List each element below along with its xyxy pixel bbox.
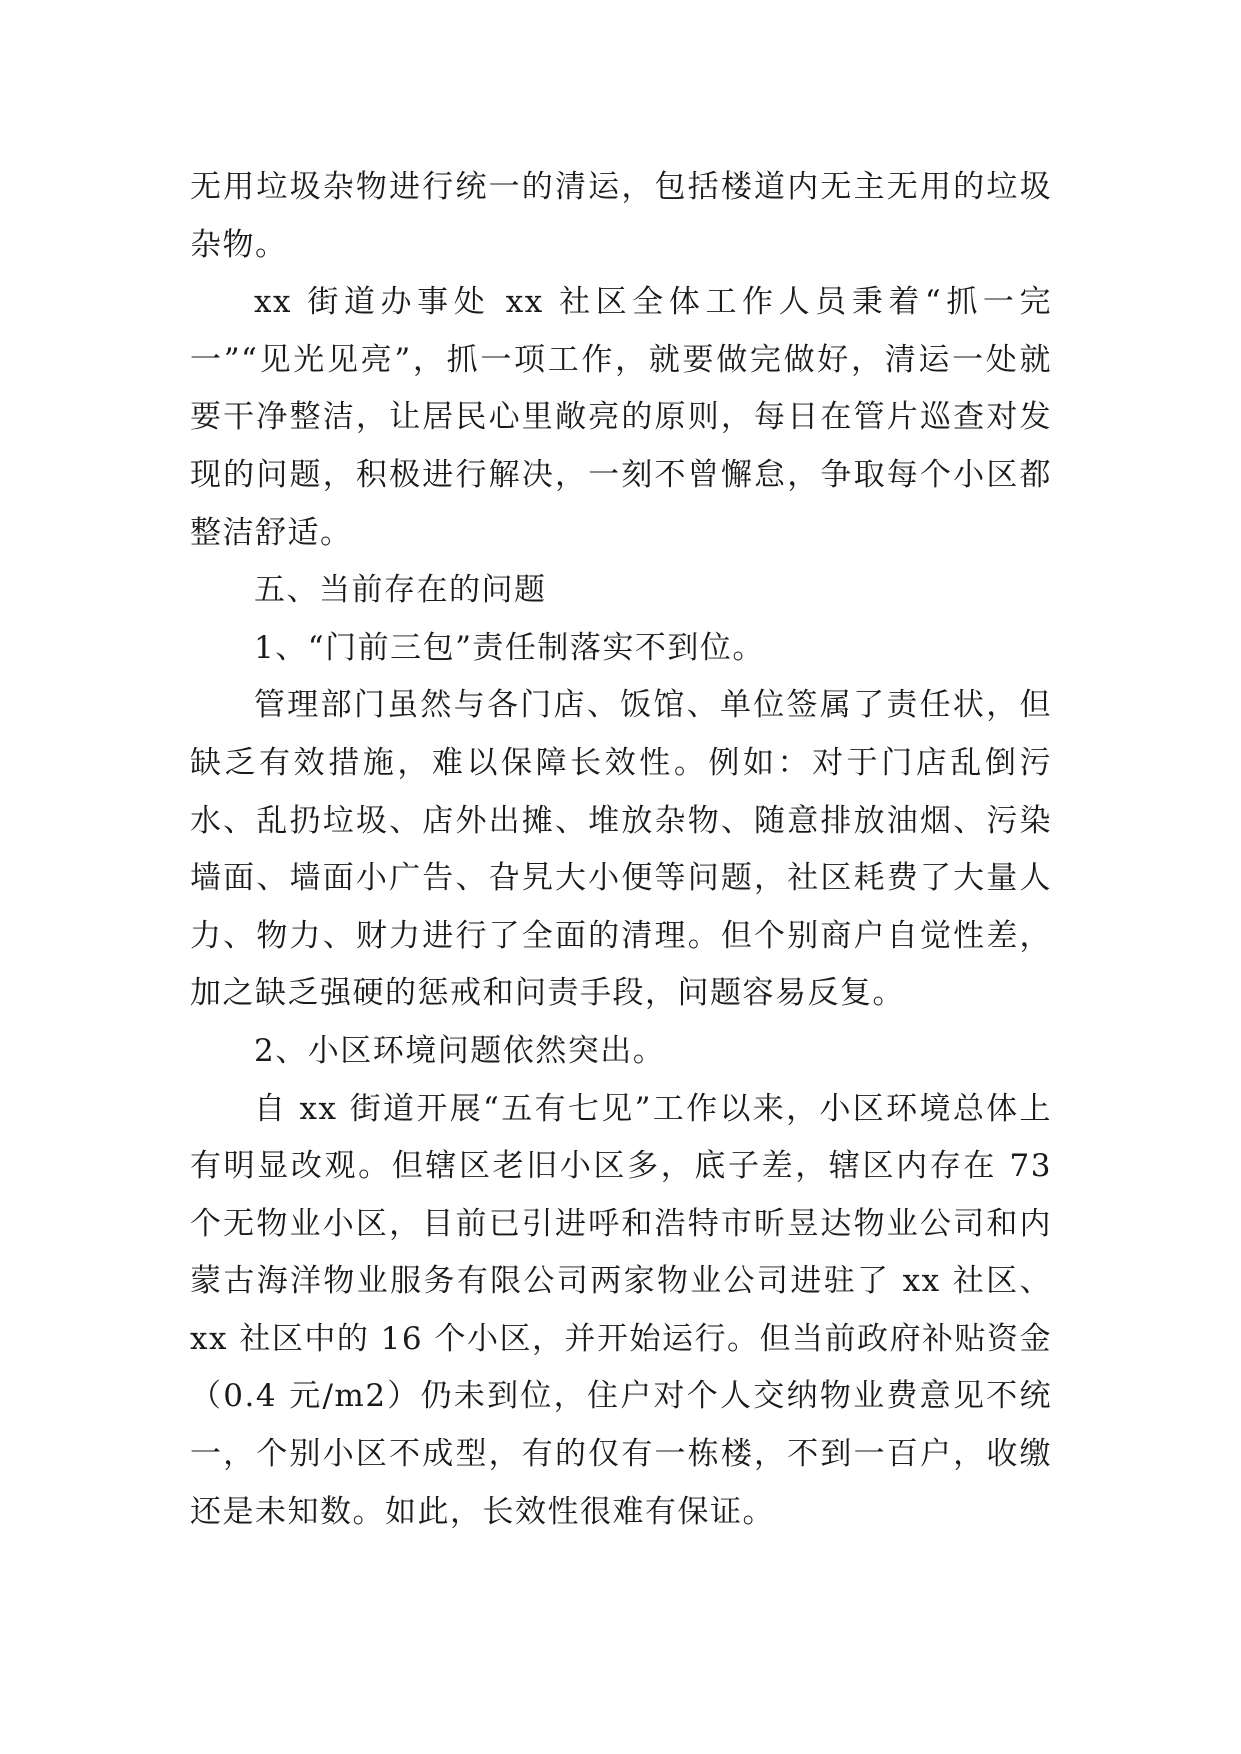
document-body (190, 159, 1052, 1541)
subheading-problem-2: 2、小区环境问题依然突出。 (254, 1032, 666, 1069)
paragraph-cleanup-principle: xx 街道办事处 xx 社区全体工作人员秉着“抓一完一”“见光见亮”，抓一项工作，就要做完做好，清运一处就要干净整洁，让居民心里敞亮的原则，每日在管片巡查对发现的问题，积极进行解决，一刻不曾懈怠，争取每个小区都整洁舒适。 (190, 284, 1052, 551)
section-heading-current-problems: 五、当前存在的问题 (254, 572, 547, 609)
paragraph-problem-1-detail: 管理部门虽然与各门店、饭馆、单位签属了责任状，但缺乏有效措施，难以保障长效性。例如：对于门店乱倒污水、乱扔垃圾、店外出摊、堆放杂物、随意排放油烟、污染墙面、墙面小广告、旮旯大小便等问题，社区耗费了大量人力、物力、财力进行了全面的清理。但个别商户自觉性差，加之缺乏强硬的惩戒和问责手段，问题容易反复。 (190, 687, 1052, 1012)
subheading-problem-1: 1、“门前三包”责任制落实不到位。 (254, 629, 765, 666)
paragraph-problem-2-detail: 自 xx 街道开展“五有七见”工作以来，小区环境总体上有明显改观。但辖区老旧小区多，底子差，辖区内存在 73 个无物业小区，目前已引进呼和浩特市昕昱达物业公司和内蒙古海洋物业服务有限公司两家物业公司进驻了 xx 社区、xx 社区中的 16 个小区，并开始运行。但当前政府补贴资金（0.4 元/m2）仍未到位，住户对个人交纳物业费意见不统一，个别小区不成型，有的仅有一栋楼，不到一百户，收缴还是未知数。如此，长效性很难有保证。 (190, 1090, 1052, 1530)
paragraph-continuation: 无用垃圾杂物进行统一的清运，包括楼道内无主无用的垃圾杂物。 (190, 169, 1052, 263)
